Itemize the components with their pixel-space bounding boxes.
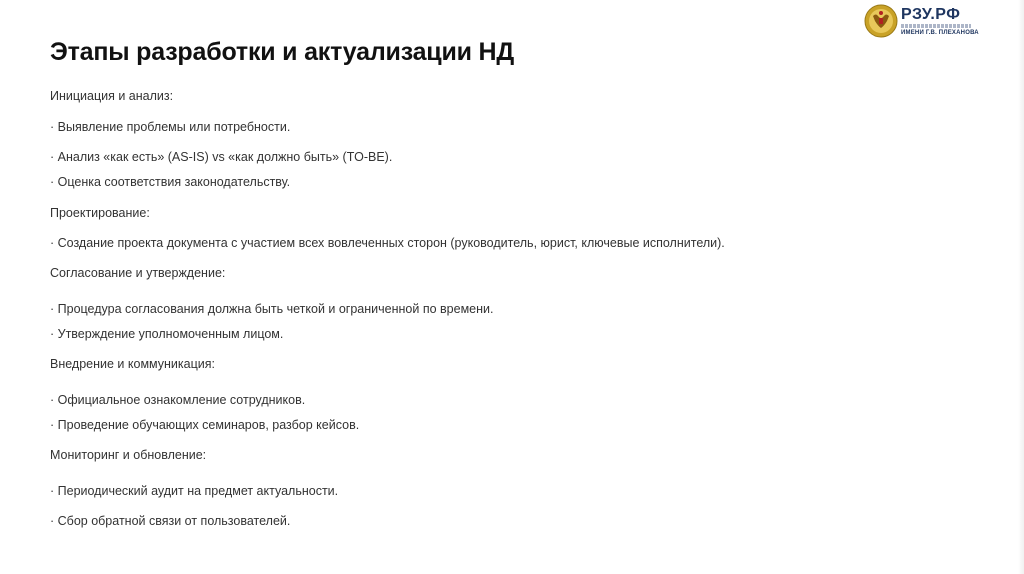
list-item: · Сбор обратной связи от пользователей.: [50, 514, 291, 528]
slide-edge-shadow: [1018, 0, 1024, 574]
list-item: · Оценка соответствия законодательству.: [50, 175, 291, 189]
logo-fine-print: [901, 24, 971, 28]
university-logo: [864, 4, 979, 40]
logo-text: РЗУ.РФ: [901, 6, 961, 23]
list-item: · Выявление проблемы или потребности.: [50, 120, 291, 134]
section-heading-design: Проектирование:: [50, 206, 150, 220]
list-item: · Периодический аудит на предмет актуальности.: [50, 484, 339, 498]
section-heading-monitoring: Мониторинг и обновление:: [50, 448, 207, 462]
list-item: · Создание проекта документа с участием всех вовлеченных сторон (руководитель, юрист, ключевые исполнители).: [50, 236, 725, 250]
logo-subtitle: ИМЕНИ Г.В. ПЛЕХАНОВА: [901, 30, 979, 36]
list-item: · Утверждение уполномоченным лицом.: [50, 327, 284, 341]
slide-title: Этапы разработки и актуализации НД: [50, 38, 515, 66]
double-headed-eagle-emblem-icon: [864, 4, 898, 38]
list-item: · Анализ «как есть» (AS-IS) vs «как должно быть» (TO-BE).: [50, 150, 393, 164]
section-heading-approval: Согласование и утверждение:: [50, 266, 226, 280]
section-heading-rollout: Внедрение и коммуникация:: [50, 357, 215, 371]
list-item: · Проведение обучающих семинаров, разбор кейсов.: [50, 418, 360, 432]
list-item: · Процедура согласования должна быть четкой и ограниченной по времени.: [50, 302, 494, 316]
list-item: · Официальное ознакомление сотрудников.: [50, 393, 306, 407]
section-heading-initiation: Инициация и анализ:: [50, 89, 174, 103]
